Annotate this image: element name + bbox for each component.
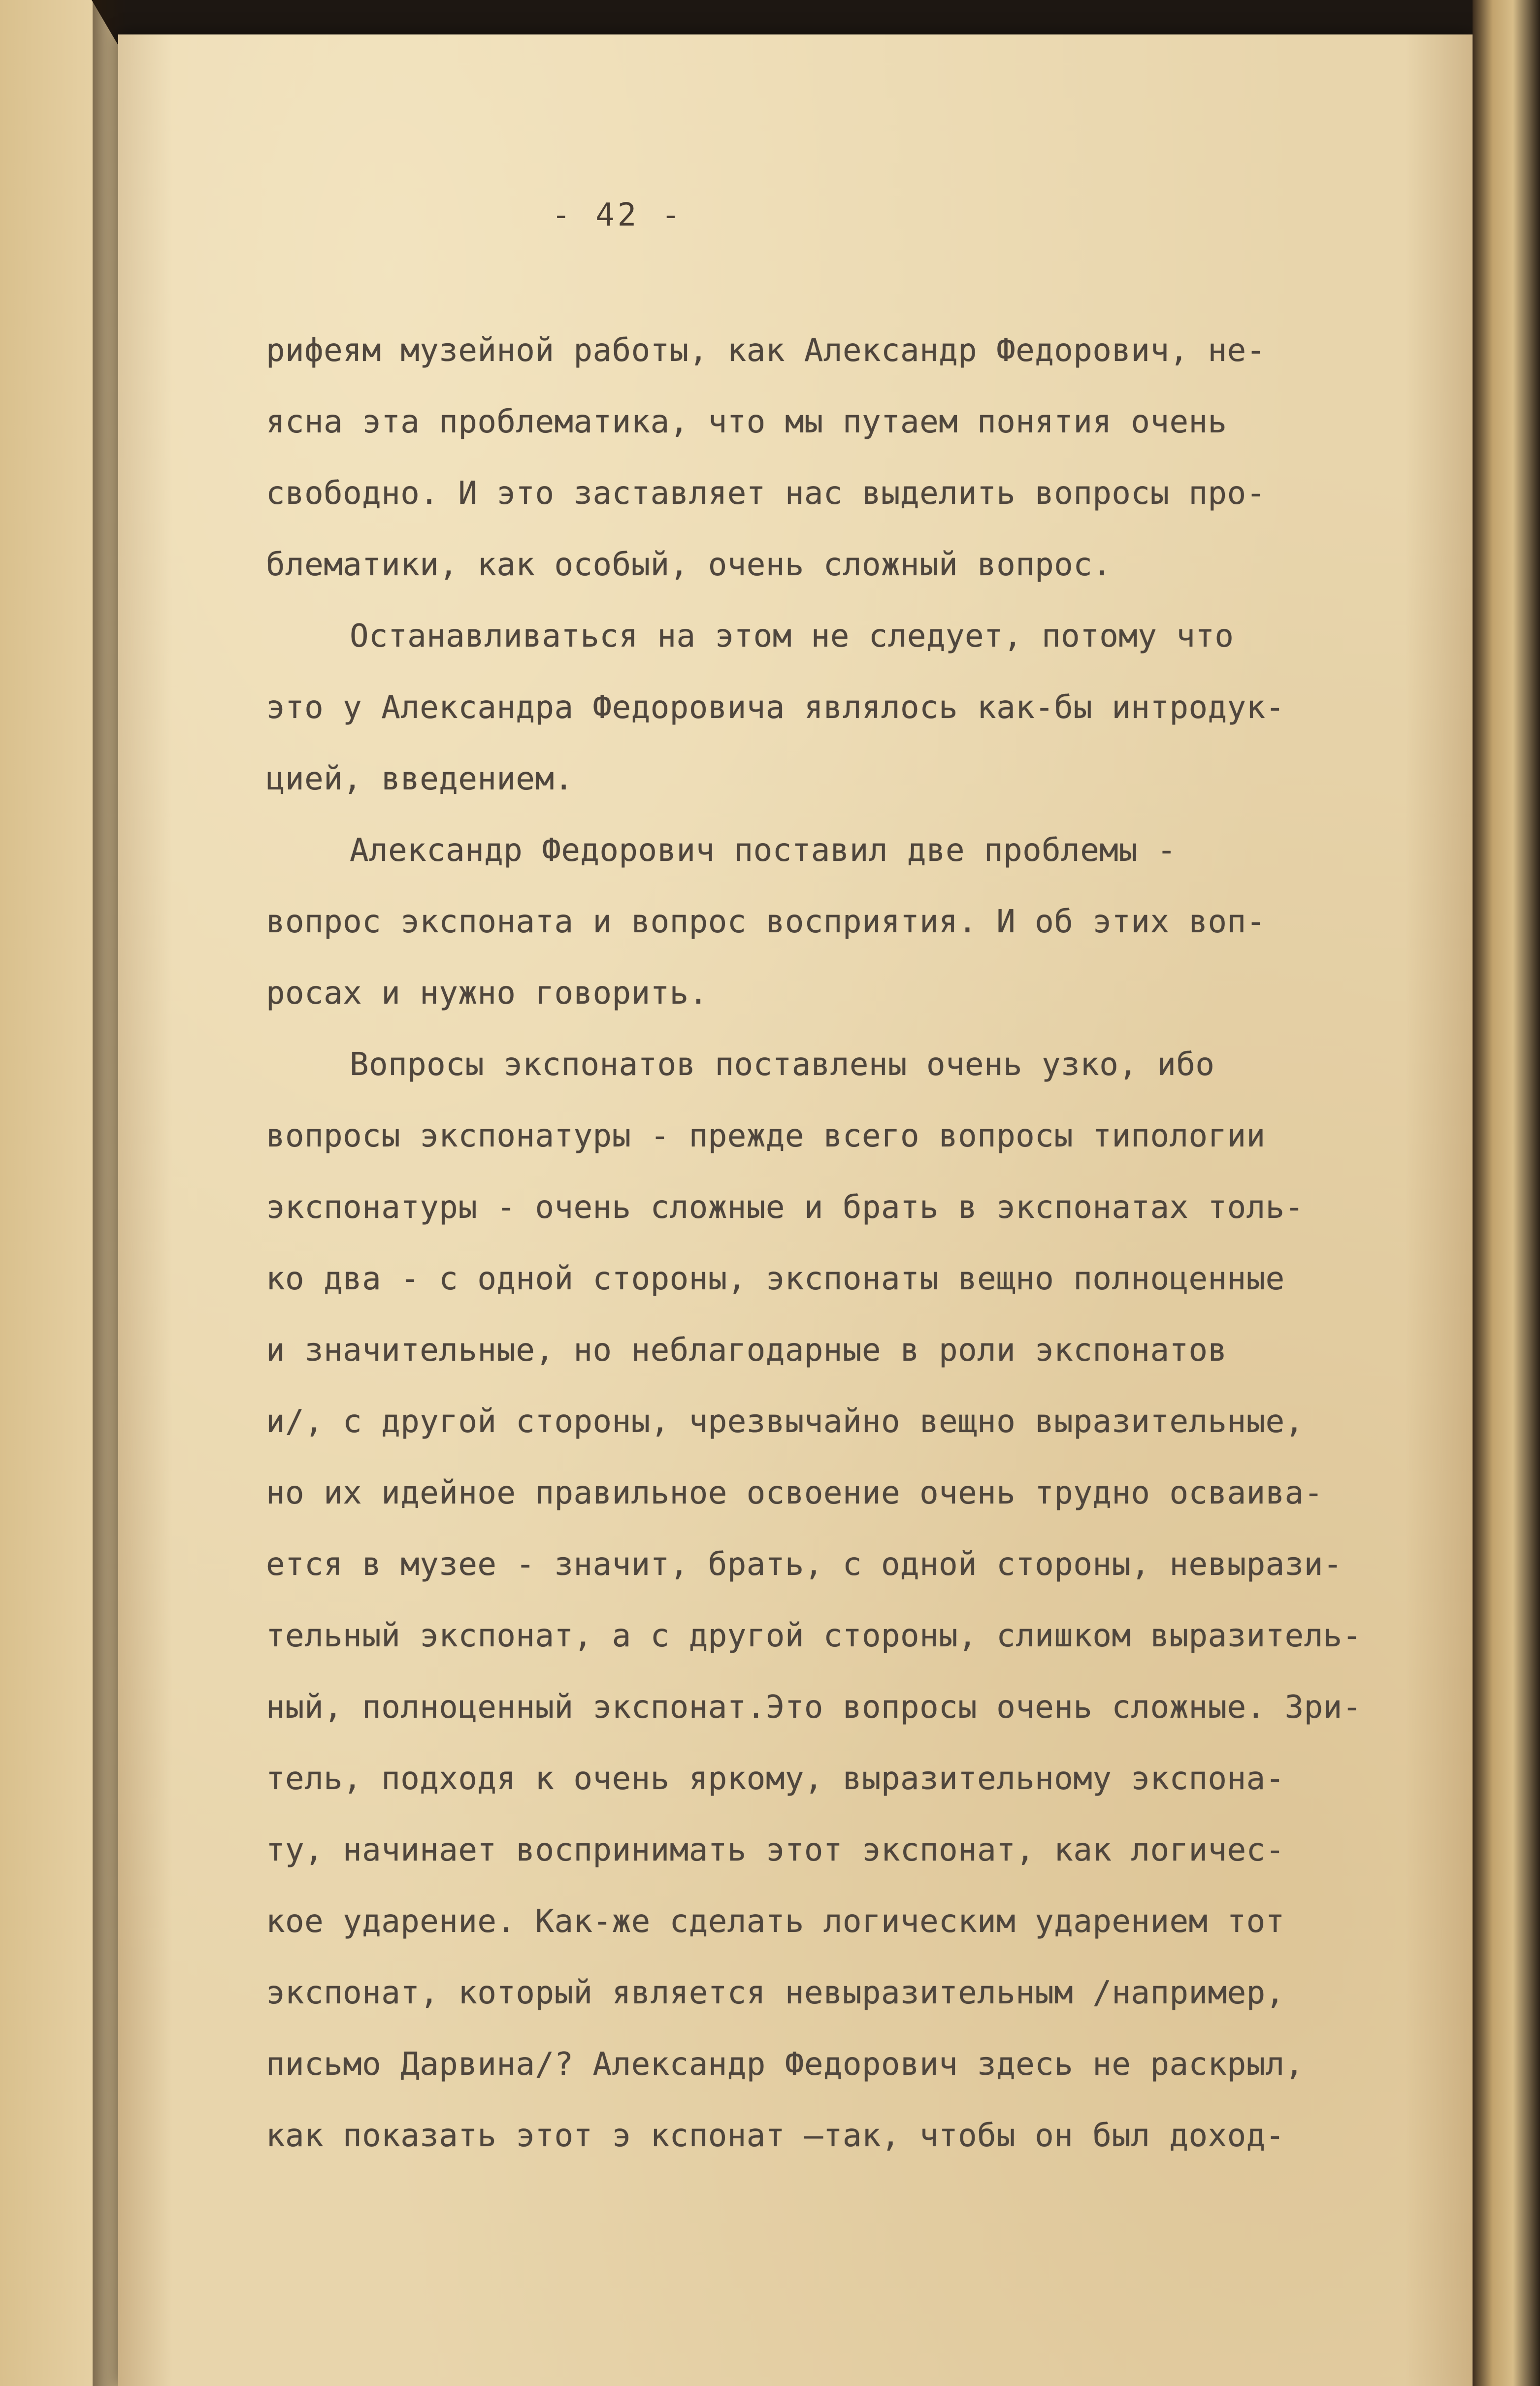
text-line: ется в музее - значит, брать, с одной стороны, невырази- <box>266 1546 1343 1583</box>
text-line: вопрос экспоната и вопрос восприятия. И об этих воп- <box>266 904 1266 940</box>
typewritten-text <box>266 315 1438 2172</box>
text-line: и/, с другой стороны, чрезвычайно вещно выразительные, <box>266 1404 1304 1440</box>
text-line: и значительные, но неблагодарные в роли экспонатов <box>266 1332 1227 1369</box>
text-line: экспонат, который является невыразительным /например, <box>266 1975 1285 2011</box>
text-line: но их идейное правильное освоение очень трудно осваива- <box>266 1475 1323 1511</box>
page-number: - 42 - <box>552 197 684 233</box>
text-line: кое ударение. Как-же сделать логическим ударением тот <box>266 1903 1285 1940</box>
text-line: экспонатуры - очень сложные и брать в экспонатах толь- <box>266 1189 1304 1226</box>
text-line: вопросы экспонатуры - прежде всего вопросы типологии <box>266 1118 1266 1154</box>
text-line: письмо Дарвина/? Александр Федорович здесь не раскрыл, <box>266 2046 1304 2083</box>
text-line: это у Александра Федоровича являлось как-бы интродук- <box>266 689 1285 726</box>
text-line: Александр Федорович поставил две проблемы - <box>350 832 1177 869</box>
text-line: ту, начинает воспринимать этот экспонат, как логичес- <box>266 1832 1285 1868</box>
text-line: росах и нужно говорить. <box>266 975 708 1012</box>
text-line: цией, введением. <box>266 761 574 797</box>
text-line: тель, подходя к очень яркому, выразительному экспона- <box>266 1761 1285 1797</box>
text-line: ный, полноценный экспонат.Это вопросы очень сложные. Зри- <box>266 1689 1362 1726</box>
right-page-edges <box>1473 0 1540 2386</box>
text-line: тельный экспонат, а с другой стороны, слишком выразитель- <box>266 1618 1362 1654</box>
text-line: рифеям музейной работы, как Александр Федорович, не- <box>266 332 1266 369</box>
text-line: ко два - с одной стороны, экспонаты вещно полноценные <box>266 1261 1285 1297</box>
text-line: Останавливаться на этом не следует, потому что <box>350 618 1234 654</box>
text-line: ясна эта проблематика, что мы путаем понятия очень <box>266 404 1227 440</box>
text-line: свободно. И это заставляет нас выделить вопросы про- <box>266 475 1266 512</box>
text-line: как показать этот э кспонат —так, чтобы он был доход- <box>266 2118 1285 2154</box>
text-line: Вопросы экспонатов поставлены очень узко, ибо <box>350 1046 1215 1083</box>
text-line: блематики, как особый, очень сложный вопрос. <box>266 547 1112 583</box>
